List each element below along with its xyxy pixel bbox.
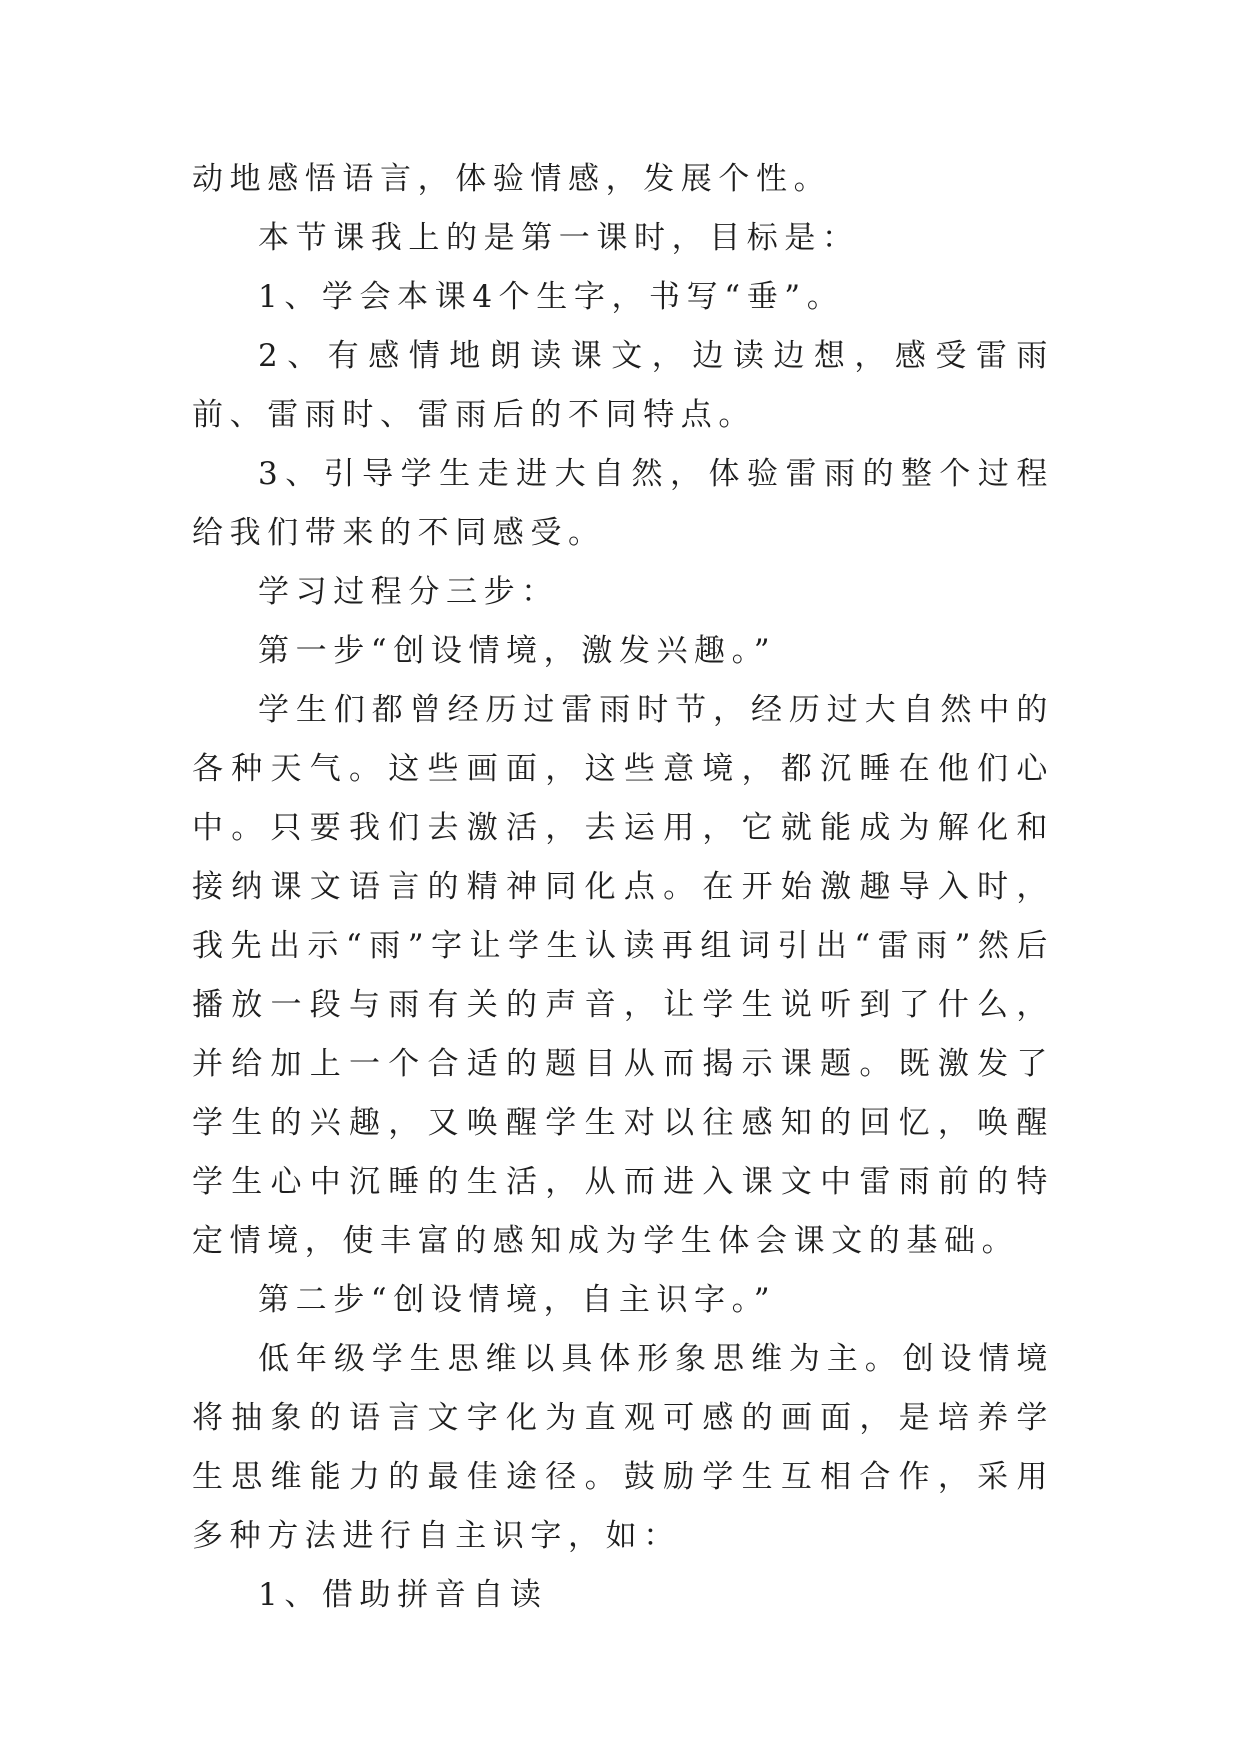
- paragraph-process-intro: 学习过程分三步：: [258, 574, 559, 610]
- paragraph-goal-1: 1、学会本课4个生字，书写“垂”。: [258, 279, 845, 315]
- paragraph-step-2-heading: 第二步“创设情境，自主识字。”: [258, 1282, 777, 1318]
- paragraph-step-1-body: 学生们都曾经历过雷雨时节，经历过大自然中的各种天气。这些画面，这些意境，都沉睡在他们心中。只要我们去激活，去运用，它就能成为解化和接纳课文语言的精神同化点。在开始激趣导入时，我先出示“雨”字让学生认读再组词引出“雷雨”然后播放一段与雨有关的声音，让学生说听到了什么，并给加上一个合适的题目从而揭示课题。既激发了学生的兴趣，又唤醒学生对以往感知的回忆，唤醒学生心中沉睡的生活，从而进入课文中雷雨前的特定情境，使丰富的感知成为学生体会课文的基础。: [192, 692, 1054, 1259]
- document-body: [192, 150, 1054, 1625]
- paragraph-goal-2: 2、有感情地朗读课文，边读边想，感受雷雨前、雷雨时、雷雨后的不同特点。: [192, 338, 1054, 433]
- paragraph-lesson-intro: 本节课我上的是第一课时，目标是：: [258, 220, 860, 256]
- paragraph-continuation: 动地感悟语言，体验情感，发展个性。: [192, 161, 832, 197]
- paragraph-method-1: 1、借助拼音自读: [258, 1577, 548, 1613]
- paragraph-step-2-body: 低年级学生思维以具体形象思维为主。创设情境将抽象的语言文字化为直观可感的画面，是培养学生思维能力的最佳途径。鼓励学生互相合作，采用多种方法进行自主识字，如：: [192, 1341, 1054, 1554]
- paragraph-step-1-heading: 第一步“创设情境，激发兴趣。”: [258, 633, 777, 669]
- paragraph-goal-3: 3、引导学生走进大自然，体验雷雨的整个过程给我们带来的不同感受。: [192, 456, 1054, 551]
